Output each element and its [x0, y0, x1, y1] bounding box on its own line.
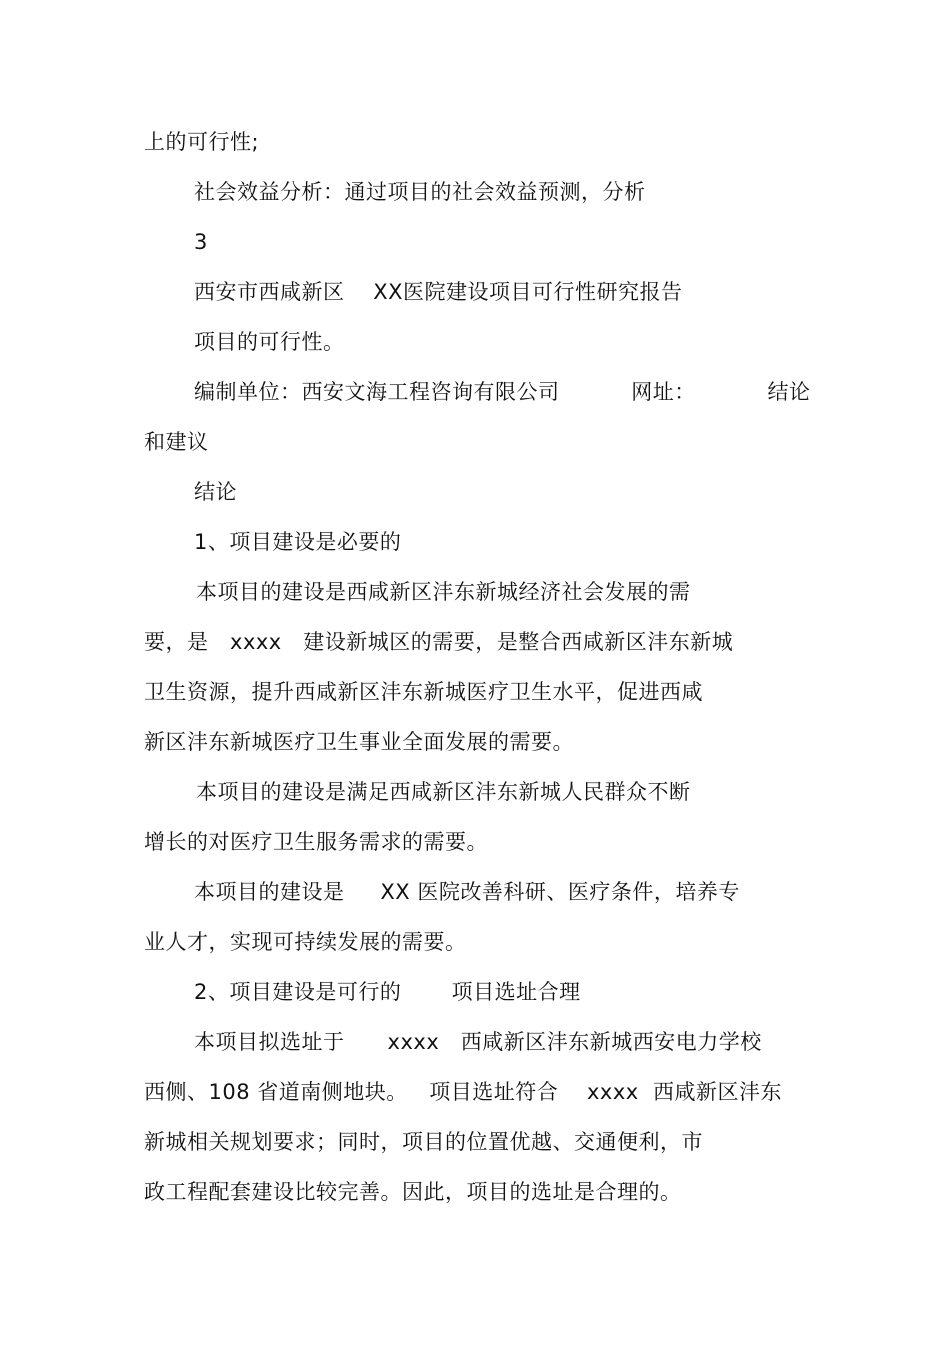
- text-line-11: 要，是 xxxx 建设新城区的需要，是整合西咸新区沣东新城: [144, 630, 734, 654]
- text-line-2: 社会效益分析：通过项目的社会效益预测，分析: [194, 180, 646, 204]
- text-line-7: 和建议: [144, 430, 209, 454]
- section-heading-conclusion: 结论: [194, 480, 237, 504]
- text-line-1: 上的可行性;: [144, 130, 260, 154]
- text-line-21: 新城相关规划要求；同时，项目的位置优越、交通便利，市: [144, 1130, 703, 1154]
- text-line-20: 西侧、108 省道南侧地块。 项目选址符合 xxxx 西咸新区沣东: [144, 1080, 783, 1104]
- text-line-14: 本项目的建设是满足西咸新区沣东新城人民群众不断: [196, 780, 691, 804]
- running-header: 西安市西咸新区 XX医院建设项目可行性研究报告: [194, 280, 683, 304]
- text-line-13: 新区沣东新城医疗卫生事业全面发展的需要。: [144, 730, 574, 754]
- text-line-15: 增长的对医疗卫生服务需求的需要。: [144, 830, 488, 854]
- text-line-19: 本项目拟选址于 xxxx 西咸新区沣东新城西安电力学校: [194, 1030, 762, 1054]
- subheading-feasibility: 2、项目建设是可行的 项目选址合理: [194, 980, 581, 1004]
- text-line-12: 卫生资源，提升西咸新区沣东新城医疗卫生水平，促进西咸: [144, 680, 703, 704]
- text-line-5: 项目的可行性。: [194, 330, 345, 354]
- page-number: 3: [194, 230, 208, 254]
- running-footer: 编制单位：西安文海工程咨询有限公司 网址： 结论: [194, 380, 811, 404]
- text-line-10: 本项目的建设是西咸新区沣东新城经济社会发展的需: [196, 580, 691, 604]
- subheading-necessity: 1、项目建设是必要的: [194, 530, 402, 554]
- text-line-17: 业人才，实现可持续发展的需要。: [144, 930, 467, 954]
- text-line-22: 政工程配套建设比较完善。因此，项目的选址是合理的。: [144, 1180, 682, 1204]
- text-line-16: 本项目的建设是 XX 医院改善科研、医疗条件，培养专: [194, 880, 740, 904]
